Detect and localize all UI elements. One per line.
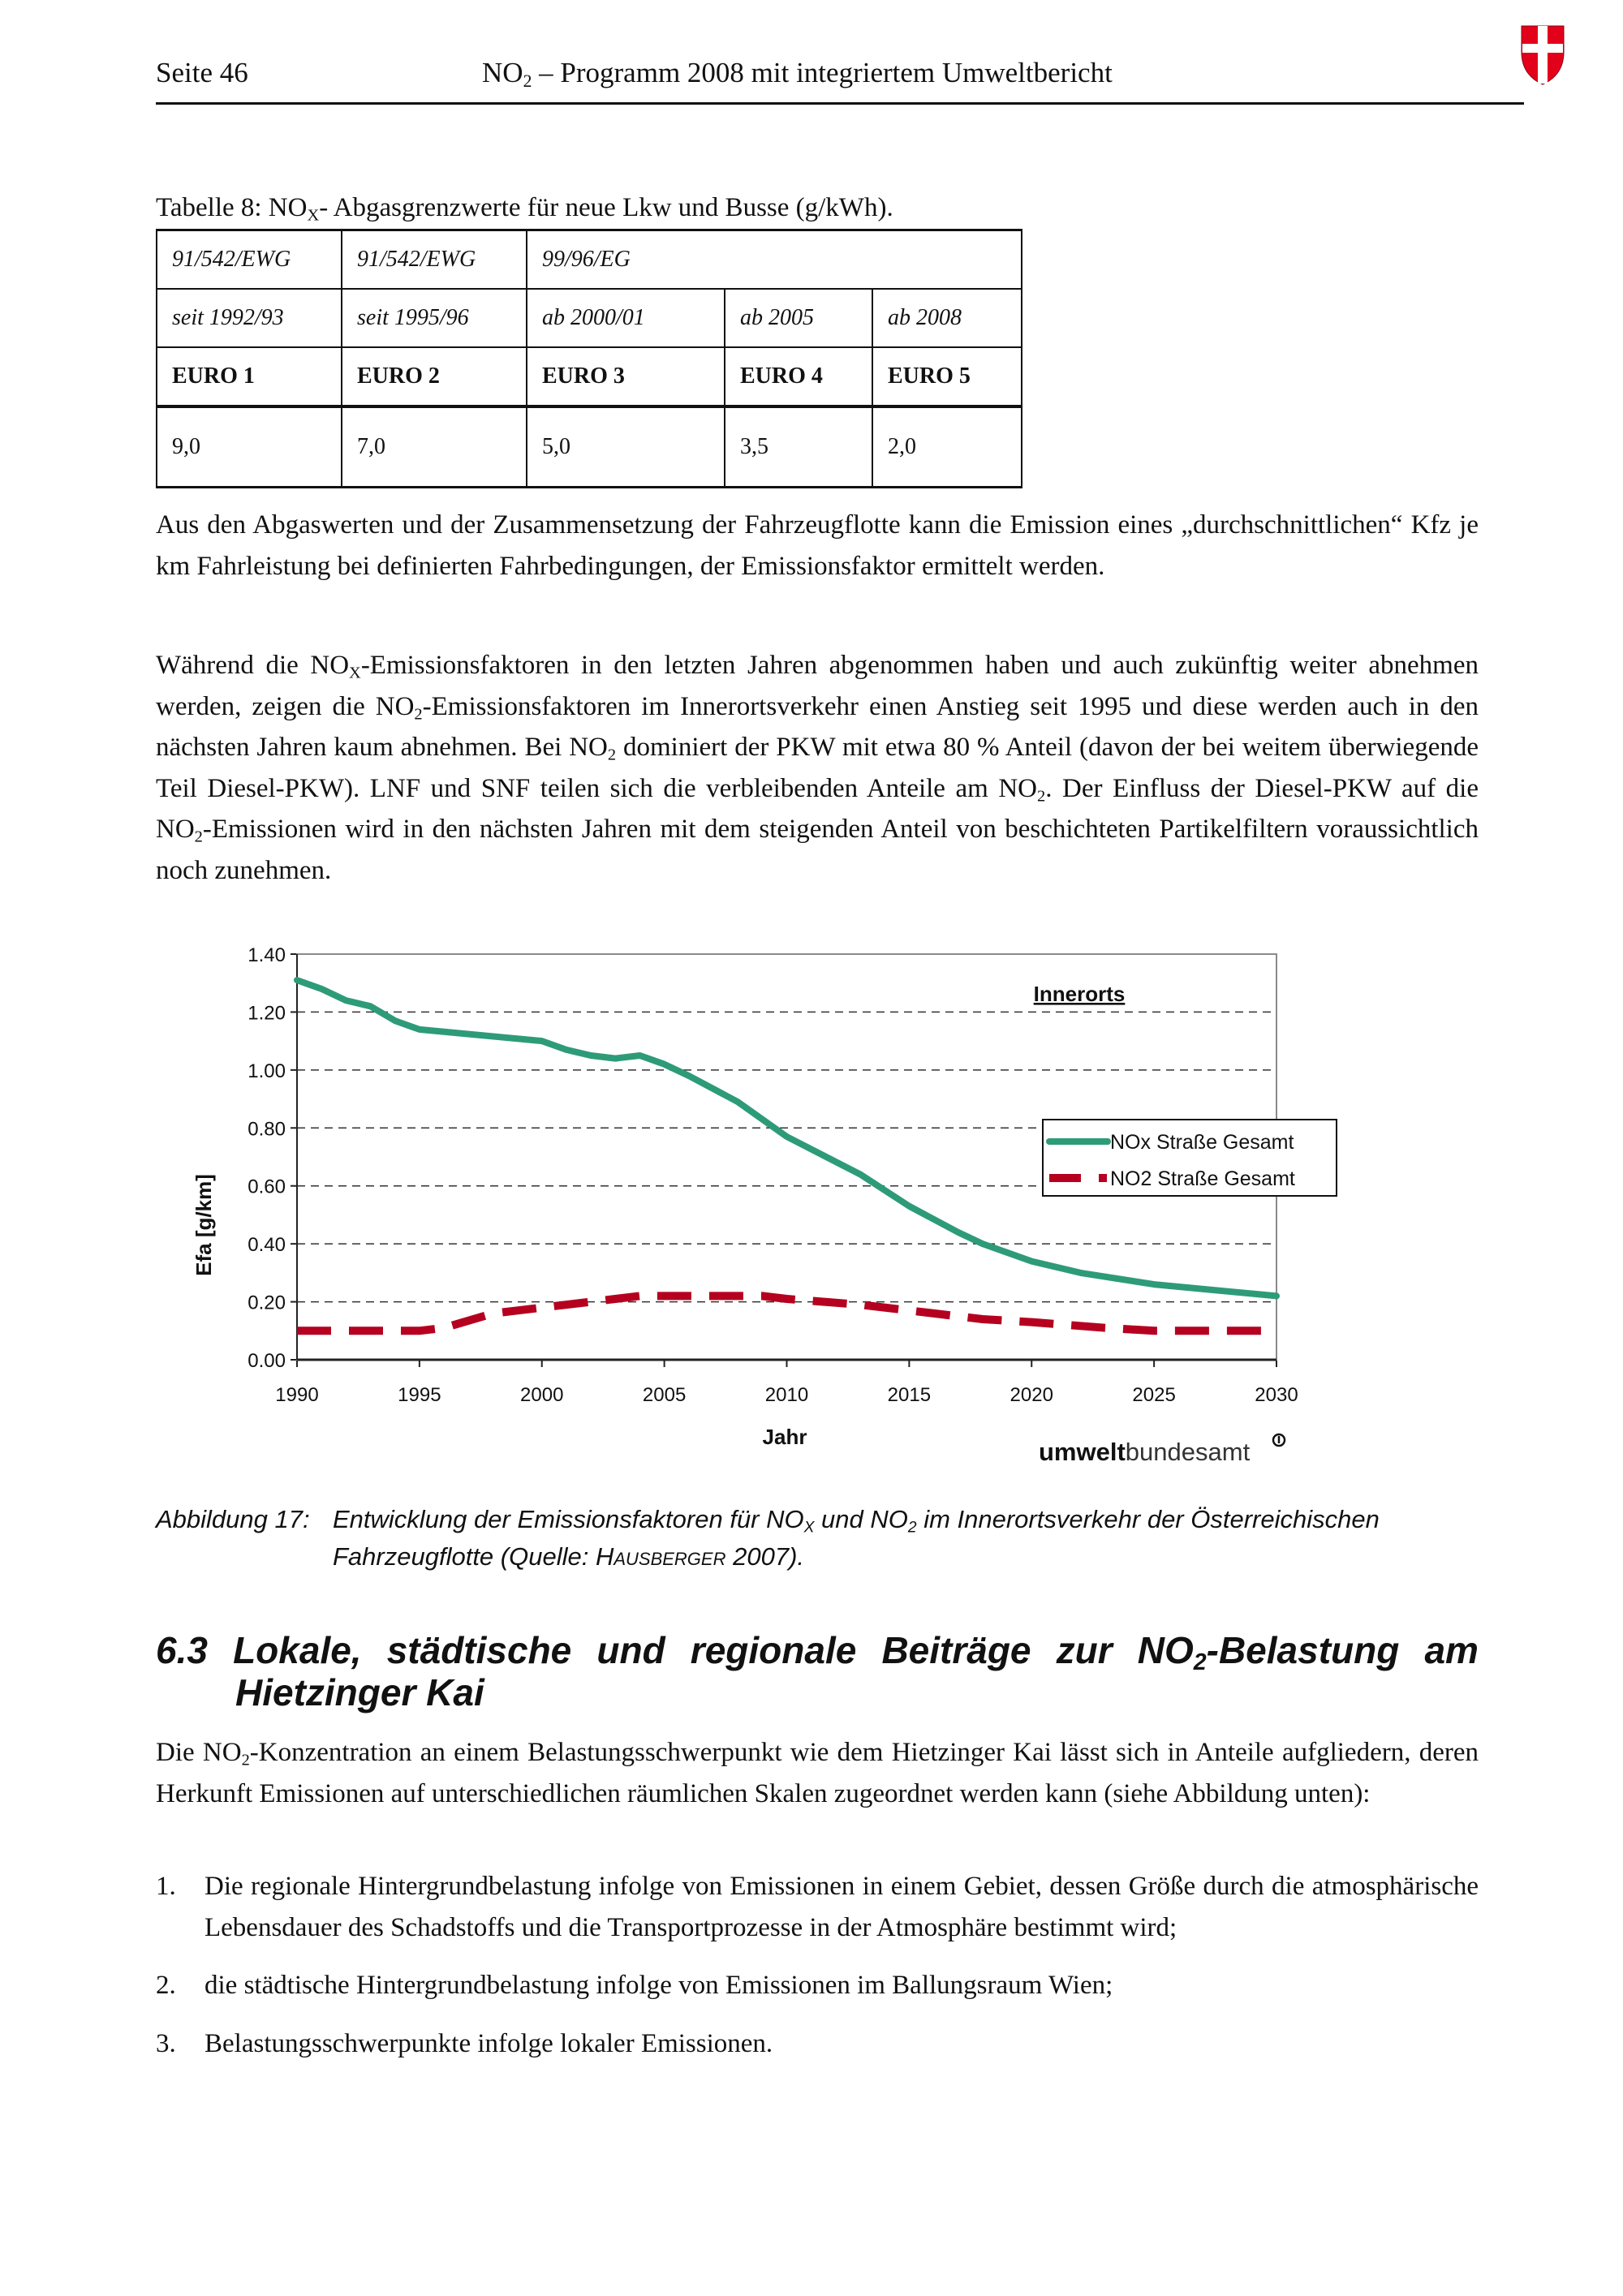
table-cell: EURO 2 bbox=[342, 347, 527, 406]
table-cell: seit 1995/96 bbox=[342, 289, 527, 347]
y-tick-label: 0.40 bbox=[248, 1234, 286, 1257]
page-header bbox=[156, 52, 1524, 105]
x-axis-ticks bbox=[275, 1360, 1298, 1406]
chart-title: Innerorts bbox=[1033, 982, 1126, 1006]
x-tick-label: 2000 bbox=[520, 1384, 564, 1406]
umweltbundesamt-logo bbox=[1039, 1434, 1285, 1466]
nox-limits-table bbox=[156, 229, 1022, 488]
table-cell: ab 2000/01 bbox=[527, 289, 725, 347]
section-number: 6.3 bbox=[156, 1629, 208, 1671]
figure-label: Abbildung 17: bbox=[156, 1505, 310, 1533]
y-tick-label: 0.60 bbox=[248, 1176, 286, 1198]
y-tick-label: 0.00 bbox=[248, 1350, 286, 1372]
chart-legend bbox=[1043, 1120, 1337, 1196]
table-cell: EURO 5 bbox=[872, 347, 1022, 406]
table-cell: 99/96/EG bbox=[527, 230, 1022, 290]
table-row-since bbox=[157, 289, 1022, 347]
list-item: 3. Belastungsschwerpunkte infolge lokaler Emissionen. bbox=[156, 2028, 773, 2058]
document-title: $NO_2$ – Programm 2008 mit integriertem Umweltbericht bbox=[482, 57, 1113, 92]
logo-bold: umwelt bbox=[1039, 1438, 1126, 1466]
x-axis-label: Jahr bbox=[762, 1425, 807, 1449]
x-tick-label: 2010 bbox=[764, 1384, 809, 1406]
table-cell: 7,0 bbox=[342, 406, 527, 488]
page-number: Seite 46 bbox=[156, 57, 248, 88]
source-author: Hausberger bbox=[595, 1542, 726, 1571]
x-tick-label: 1995 bbox=[398, 1384, 441, 1406]
y-tick-label: 1.20 bbox=[248, 1002, 286, 1025]
x-tick-label: 2015 bbox=[887, 1384, 932, 1406]
x-tick-label: 1990 bbox=[275, 1384, 319, 1406]
vienna-crest-icon bbox=[1520, 24, 1565, 86]
y-axis-ticks bbox=[248, 944, 297, 1372]
table-cell: 5,0 bbox=[527, 406, 725, 488]
section-heading: 6.3 Lokale, städtische und regionale Beiträge zur $NO_2$-Belastung am Hietzinger Kai bbox=[156, 1629, 1479, 1713]
paragraph-emission-factor: Aus den Abgaswerten und der Zusammensetzung der Fahrzeugflotte kann die Emission eines „durchschnittlichen“ Kfz je km Fahrleistung bei definierten Fahrbedingungen, der Emissionsfaktor ermittelt werden. bbox=[156, 510, 1479, 581]
table-cell: 3,5 bbox=[725, 406, 872, 488]
svg-text:umweltbundesamt bbox=[1039, 1438, 1251, 1466]
table-cell: 9,0 bbox=[157, 406, 342, 488]
x-tick-label: 2025 bbox=[1132, 1384, 1176, 1406]
y-tick-label: 1.40 bbox=[248, 944, 286, 966]
y-tick-label: 0.20 bbox=[248, 1292, 286, 1314]
legend-no2-label: NO2 Straße Gesamt bbox=[1110, 1167, 1295, 1190]
table-row-directive bbox=[157, 230, 1022, 290]
x-tick-label: 2005 bbox=[642, 1384, 687, 1406]
table-row-values bbox=[157, 406, 1022, 488]
table-cell: EURO 4 bbox=[725, 347, 872, 406]
paragraph-nox-trends: Während die $NO_X$-Emissionsfaktoren in den letzten Jahren abgenommen haben und auch zukünftig weiter abnehmen werden, zeigen die $NO_2$-Emissionsfaktoren im Innerortsverkehr einen Anstieg seit 1995 und diese werden auch in den nächsten Jahren kaum abnehmen. Bei $NO_2$ dominiert der PKW mit etwa 80 % Anteil (davon der bei weitem überwiegende Teil Diesel-PKW). LNF und SNF teilen sich die verbleibenden Anteile am $NO_2$. Der Einfluss der Diesel-PKW auf die $NO_2$-Emissionen wird in den nächsten Jahren mit dem steigenden Anteil von beschichteten Partikelfiltern voraussichtlich noch zunehmen. bbox=[156, 651, 1479, 885]
figure-caption: Abbildung 17: Entwicklung der Emissionsfaktoren für $NO_X$ und $NO_2$ im Innerortsverkehr der Österreichischen Fahrzeugflotte (Quelle: Hausberger 2007). bbox=[156, 1501, 1380, 1576]
table-cell: 91/542/EWG bbox=[157, 230, 342, 290]
table-cell: 91/542/EWG bbox=[342, 230, 527, 290]
table-cell: seit 1992/93 bbox=[157, 289, 342, 347]
list-item: 1. Die regionale Hintergrundbelastung infolge von Emissionen in einem Gebiet, dessen Größe durch die atmosphärische Lebensdauer des Schadstoffs und die Transportprozesse in der Atmosphäre bestimmt wird; bbox=[156, 1872, 1479, 1942]
y-tick-label: 1.00 bbox=[248, 1060, 286, 1082]
emission-factor-chart bbox=[187, 933, 1339, 1485]
table-cell: ab 2005 bbox=[725, 289, 872, 347]
table-cell: EURO 1 bbox=[157, 347, 342, 406]
table-row-euro bbox=[157, 347, 1022, 406]
contribution-list bbox=[156, 1866, 1479, 2081]
legend-nox-label: NOx Straße Gesamt bbox=[1110, 1131, 1294, 1154]
table-caption: Tabelle 8: $NO_X-$ Abgasgrenzwerte für neue Lkw und Busse (g/kWh). bbox=[156, 193, 893, 225]
line-chart bbox=[187, 933, 1339, 1485]
x-tick-label: 2020 bbox=[1010, 1384, 1053, 1406]
list-item: 2. die städtische Hintergrundbelastung infolge von Emissionen im Ballungsraum Wien; bbox=[156, 1971, 1113, 2000]
table-cell: 2,0 bbox=[872, 406, 1022, 488]
paragraph-concentration: Die $NO_2$-Konzentration an einem Belastungsschwerpunkt wie dem Hietzinger Kai lässt sich in Anteile aufgliedern, deren Herkunft Emissionen auf unterschiedlichen räumlichen Skalen zugeordnet werden kann (siehe Abbildung unten): bbox=[156, 1738, 1479, 1808]
table-cell: EURO 3 bbox=[527, 347, 725, 406]
y-tick-label: 0.80 bbox=[248, 1118, 286, 1141]
table-cell: ab 2008 bbox=[872, 289, 1022, 347]
logo-light: bundesamt bbox=[1125, 1438, 1251, 1466]
x-tick-label: 2030 bbox=[1255, 1384, 1298, 1406]
y-axis-label: Efa [g/km] bbox=[192, 1174, 216, 1276]
